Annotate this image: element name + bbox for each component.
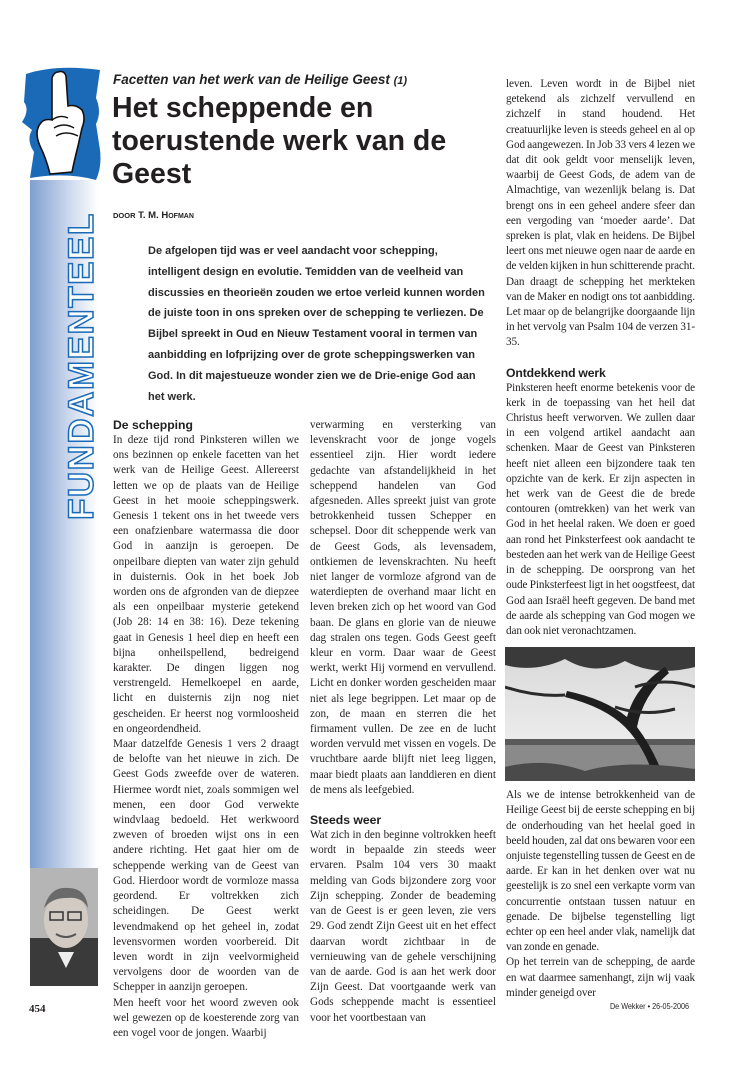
page-number: 454 (29, 1003, 46, 1015)
section-label: FUNDAMENTEEL (62, 212, 101, 520)
section-heading: De schepping (113, 418, 193, 432)
section-heading: Ontdekkend werk (506, 365, 606, 380)
article-title: Het scheppende en toerustende werk van de Geest (112, 92, 447, 190)
paragraph: Op het terrein van de schepping, de aarde en wat daarmee samenhangt, zijn wij vaak minder geneigd over (506, 956, 695, 999)
column-3 (506, 77, 695, 1001)
column-2 (310, 418, 496, 1026)
paragraph: Maar datzelfde Genesis 1 vers 2 draagt de belofte van het nieuwe in zich. De Geest Gods zweefde over de wateren. Hiermee wordt niet, zoals sommigen wel menen, een door God verwekte windvlaag bedoeld. Het werkwoord zweven of broeden wijst ons in een andere richting. Het gaat hier om de scheppende werking van de Geest van God. Hierdoor wordt de vormloze massa geordend. Er voltrekken zich scheidingen. De Geest werkt levendmakend op het geheel in, zodat levensvormen worden voorbereid. Dit leven wordt in zijn veelvormigheid vervolgens door de woorden van de Schepper in aanzijn geroepen. (113, 738, 299, 994)
article-intro: De afgelopen tijd was er veel aandacht voor schepping, intelligent design en evolutie. Temidden van de veelheid van discussies en theorieën zouden we ertoe verleid kunnen worden de juiste toon in ons spreken over de schepping te verliezen. De Bijbel spreekt in Oud en Nieuw Testament vooral in termen van aanbidding en lofprijzing over de grote scheppingswerken van God. In dit majestueuze wonder zien we de Drie-enige God aan het werk. (148, 245, 485, 403)
landscape-tree-photo (505, 647, 695, 781)
paragraph: Als we de intense betrokkenheid van de Heilige Geest bij de eerste schepping en bij de onderhouding van het heelal goed in beeld houden, zal dat ons bewaren voor een onjuiste tegenstelling tussen de Geest en de aarde. Er kan in het denken over wat nu geestelijk is zo snel een verkapte vorm van concurrentie ontstaan tussen natuur en genade. De bijbelse tegenstelling ligt echter op een heel ander vlak, namelijk dat van zonde en genade. (506, 789, 695, 954)
pointing-hand-logo (16, 62, 104, 184)
paragraph: In deze tijd rond Pinksteren willen we ons bezinnen op enkele facetten van het werk van de Heilige Geest. Allereerst letten we op de plaats van de Heilige Geest in het mooie scheppingswerk. Genesis 1 tekent ons in het tweede vers een onafzienbare watermassa die door God in aanzijn is geroepen. De onpeilbare diepten van water zijn gehuld in duisternis. Ook in het boek Job worden ons de afgronden van de diepzee als een onpeilbaar mysterie getekend (Job 28: 14 en 38: 16). Deze tekening gaat in Genesis 1 heel diep en heeft een bijna onheilspellend, bedreigend karakter. De dingen liggen nog verstrengeld. Hemelkoepel en aarde, licht en duisternis zijn nog niet gescheiden. Er heerst nog vormloosheid en ongeordendheid. (113, 434, 299, 735)
paragraph: Men heeft voor het woord zweven ook wel gewezen op de koesterende zorg van een vogel voor de jongen. Waarbij (113, 996, 299, 1039)
paragraph: leven. Leven wordt in de Bijbel niet getekend als zichzelf vervullend en zichzelf in stand houdend. Het creatuurlijke leven is steeds geheel en al op God aangewezen. In Job 33 vers 4 lezen we dat dit ook geldt voor menselijk leven, waarbij de Geest Gods, de adem van de Almachtige, van wezenlijk belang is. Dat brengt ons in een geheel andere sfeer dan een vergoding van ‘moeder aarde’. Dat spreken is plat, vlak en heidens. De Bijbel leert ons met nieuwe ogen naar de aarde en de velden kijken in hun schitterende pracht. Dan draagt de schepping het merkteken van de Maker en nodigt ons tot aanbidding. Let maar op de belangrijke doorgaande lijn in het vervolg van Psalm 104 de verzen 31-35. (506, 78, 695, 349)
author-photo (30, 868, 98, 986)
byline: DOOR T. M. Hofman (113, 210, 194, 221)
column-1 (113, 418, 299, 1041)
paragraph: Pinksteren heeft enorme betekenis voor de kerk in de toepassing van het heil dat Christus heeft verworven. We zullen daar in een volgend artikel aandacht aan schenken. Maar de Geest van Pinksteren heeft niet alleen een bijzondere taak ten opzichte van de kerk. Er zijn aspecten in het werk van de Geest die de brede contouren (omtrekken) van het werk van God in het heelal raken. We doen er goed aan rond het Pinksterfeest ook aandacht te besteden aan het werk van de Heilige Geest in de schepping. De oorsprong van het oude Pinksterfeest ligt in het oogstfeest, dat God aan Israël heeft gegeven. De band met de aarde als schepping van God mogen we dan ook niet veronachtzamen. (506, 381, 695, 637)
paragraph: verwarming en versterking van levenskracht voor de jonge vogels essentieel zijn. Hier wordt iedere gedachte van afstandelijkheid in het scheppend handelen van God afgesneden. Alles spreekt juist van grote betrokkenheid tussen Schepper en schepsel. Door dit scheppende werk van de Geest Gods, als levensadem, ontkiemen de levenskrachten. Nu heeft niet langer de vormloze afgrond van de waterdiepten de overhand maar licht en leven breken zich op het woord van God baan. De glans en glorie van de nieuwe dag stralen ons tegen. Gods Geest geeft kleur en vorm. Daar waar de Geest werkt, werkt Hij vormend en vervullend. Licht en donker worden gescheiden maar niet als lege begrippen. Let maar op de zon, de maan en sterren die het firmament vullen. De zee en de lucht worden vervuld met vissen en vogels. De vruchtbare aarde blijft niet leeg liggen, maar biedt plaats aan landdieren en dient de mens als leefgebied. (310, 419, 496, 796)
series-title: Facetten van het werk van de Heilige Geest (1) (113, 72, 408, 87)
paragraph: Wat zich in den beginne voltrokken heeft wordt in bepaalde zin steeds weer ervaren. Psalm 104 vers 30 maakt melding van Gods bijzondere zorg voor Zijn schepping. Zonder de beademing van de Geest is er geen leven, zie vers 29. God zendt Zijn Geest uit en het effect daarvan wordt zichtbaar in de vernieuwing van de gehele verschijning van de aarde. God is aan het werk door Zijn Geest. Dat voortgaande werk van Gods scheppende macht is essentieel voor het voortbestaan van (310, 829, 496, 1024)
section-heading: Steeds weer (310, 813, 382, 828)
publication-date: De Wekker • 26-05-2006 (609, 1001, 689, 1011)
author-name: T. M. Hofman (138, 210, 194, 221)
